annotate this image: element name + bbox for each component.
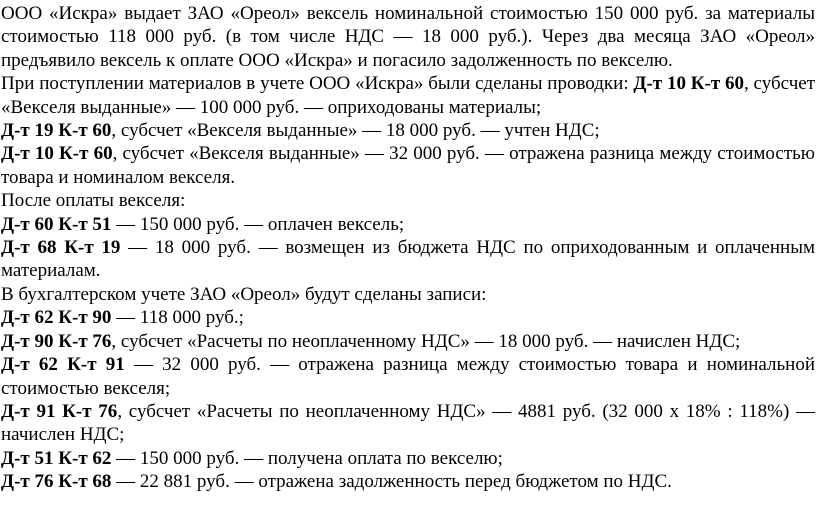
- oreol-entry-1-text: — 118 000 руб.;: [111, 307, 244, 329]
- iskra-entry-1-text: , субсчет «Векселя выданные» — 100 000 руб. — оприходованы материалы;: [1, 73, 815, 118]
- iskra-payment-entry-2-text: — 18 000 руб. — возмещен из бюджета НДС по оприходованным и оплаченным материалам.: [1, 237, 815, 282]
- intro-text: ООО «Искра» выдает ЗАО «Ореол» вексель номинальной стоимостью 150 000 руб. за материалы стоимостью 118 000 руб. (в том числе НДС — 18 000 руб.). Через два месяца ЗАО «Ореол» предъявило вексель к оплате ООО «Искра» и погасило задолженность по векселю.: [1, 3, 815, 71]
- iskra-entry-2-text: , субсчет «Векселя выданные» — 18 000 руб. — учтен НДС;: [111, 120, 600, 142]
- oreol-entry-6-text: — 22 881 руб. — отражена задолженность перед бюджетом по НДС.: [111, 471, 672, 493]
- intro-paragraph: [1, 2, 815, 72]
- oreol-entry-2-account: Д-т 90 К-т 76: [1, 330, 112, 352]
- iskra-entry-1-account: Д-т 10 К-т 60: [633, 73, 744, 95]
- iskra-payment-entry-2-account: Д-т 68 К-т 19: [1, 237, 121, 259]
- iskra-entry-3-text: , субсчет «Векселя выданные» — 32 000 руб. — отражена разница между стоимостью товара и номиналом векселя.: [1, 143, 815, 188]
- iskra-payment-entry-1-account: Д-т 60 К-т 51: [1, 213, 112, 235]
- oreol-entry-1: [1, 306, 815, 329]
- oreol-entry-5-text: — 150 000 руб. — получена оплата по векселю;: [111, 447, 503, 469]
- oreol-entry-6: [1, 470, 815, 493]
- oreol-heading-paragraph: [1, 283, 815, 306]
- oreol-entry-4-text: , субсчет «Расчеты по неоплаченному НДС» — 4881 руб. (32 000 х 18% : 118%) — начислен НДС;: [1, 400, 815, 446]
- oreol-entry-4-account: Д-т 91 К-т 76: [1, 400, 118, 422]
- iskra-entry-3: [1, 142, 815, 189]
- iskra-payment-entry-2: [1, 236, 815, 283]
- iskra-payment-entry-1-text: — 150 000 руб. — оплачен вексель;: [111, 213, 405, 235]
- oreol-entry-3: [1, 353, 815, 400]
- oreol-entry-2: [1, 330, 815, 353]
- iskra-entry-2-account: Д-т 19 К-т 60: [1, 120, 112, 142]
- iskra-heading-text: При поступлении материалов в учете ООО «Искра» были сделаны проводки:: [1, 73, 634, 95]
- iskra-payment-entry-1: [1, 213, 815, 236]
- oreol-entry-6-account: Д-т 76 К-т 68: [1, 471, 112, 493]
- oreol-entry-5-account: Д-т 51 К-т 62: [1, 447, 112, 469]
- iskra-entry-3-account: Д-т 10 К-т 60: [1, 143, 113, 165]
- oreol-entry-1-account: Д-т 62 К-т 90: [1, 307, 112, 329]
- oreol-entry-2-text: , субсчет «Расчеты по неоплаченному НДС» — 18 000 руб. — начислен НДС;: [111, 330, 741, 352]
- oreol-entry-5: [1, 447, 815, 470]
- iskra-entry-2: [1, 119, 815, 142]
- oreol-entry-4: [1, 400, 815, 447]
- oreol-entry-3-text: — 32 000 руб. — отражена разница между стоимостью товара и номинальной стоимостью векселя;: [1, 354, 815, 399]
- iskra-after-payment-heading: [1, 189, 815, 212]
- iskra-heading-paragraph: [1, 72, 815, 119]
- iskra-after-payment-text: После оплаты векселя:: [1, 190, 186, 212]
- oreol-heading-text: В бухгалтерском учете ЗАО «Ореол» будут сделаны записи:: [1, 283, 487, 305]
- oreol-entry-3-account: Д-т 62 К-т 91: [1, 354, 125, 376]
